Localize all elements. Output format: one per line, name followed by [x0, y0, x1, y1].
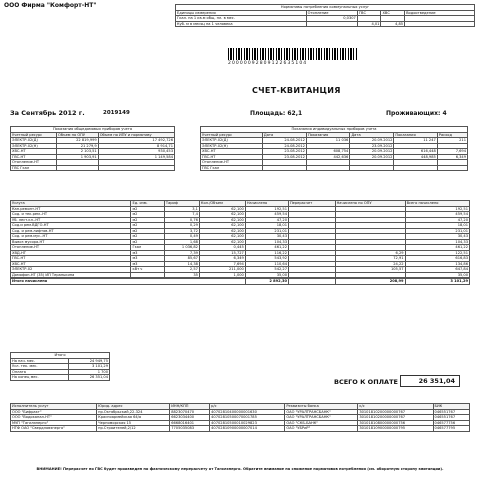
service-cell: 62,100 [199, 223, 245, 229]
individual-meters-cell: 442,636 [306, 154, 349, 160]
common-meters-cell: 2 103,51 [56, 149, 98, 155]
individual-meters-cell: 211 [437, 138, 467, 144]
norms-header-cell: ХВС [381, 10, 405, 16]
service-cell: 24,22 [335, 261, 405, 267]
individual-meters-cell: ЭЛЕКТР-02(Н) [201, 143, 263, 149]
provider-cell: НТФ ОАО "Свердловэнерго" [11, 426, 97, 432]
individual-meters-header-cell: Учетный ресурс [201, 132, 263, 138]
common-meters-title: Показания общедомовых приборов учета [11, 127, 175, 133]
summary-cell: Оплата [11, 369, 69, 375]
service-cell: Кап.ремонт-НТ [11, 206, 131, 212]
summary-cell: 1 700 [68, 369, 109, 375]
service-cell: 35 [164, 272, 199, 278]
service-cell: 0,49 [164, 234, 199, 240]
individual-meters-cell [306, 165, 349, 171]
provider-cell: 6623034400 [170, 415, 210, 421]
service-cell: Уб. лест.кл.-НТ [11, 217, 131, 223]
service-cell: 122,51 [405, 250, 469, 256]
services-header-cell: Начислено по ОПУ [335, 201, 405, 207]
service-cell: 116,22 [245, 250, 288, 256]
norms-title: Нормативы потребления коммунальных услуг [176, 5, 475, 11]
service-cell: 62,100 [199, 206, 245, 212]
service-cell: 1,68 [164, 239, 199, 245]
common-meters-header-cell: Объем по ИПУ и нормативу [98, 132, 174, 138]
service-cell: 1 036,82 [164, 245, 199, 251]
individual-meters-cell: ХВС-НТ [201, 149, 263, 155]
service-cell: 62,100 [199, 228, 245, 234]
company-name: ООО Фирма "Комфорт-НТ" [4, 2, 97, 9]
service-cell: 35,00 [405, 272, 469, 278]
service-cell: 459,54 [245, 212, 288, 218]
services-total-value: 208,99 [335, 279, 405, 285]
norms-cell: 4,01 [357, 21, 381, 27]
service-cell: 72,91 [335, 256, 405, 262]
provider-cell: 40702810900000007014 [210, 426, 285, 432]
service-cell: ХВС-НТ [11, 261, 131, 267]
common-meters-cell [56, 165, 98, 171]
total-to-pay-value: 26 351,04 [400, 375, 460, 387]
summary-cell: На конец мес. [11, 375, 69, 381]
common-meters-cell: 1 903,91 [56, 154, 98, 160]
service-cell: 18,01 [245, 223, 288, 229]
summary-cell: Усл. тек. мес. [11, 364, 69, 370]
service-cell: 192,51 [405, 206, 469, 212]
individual-meters-cell: ГВС-НТ [201, 154, 263, 160]
common-meters-cell: 1 149,584 [98, 154, 174, 160]
total-to-pay-label: ВСЕГО К ОПЛАТЕ [334, 378, 398, 386]
common-meters-cell [98, 165, 174, 171]
services-header-cell: Кол./Объем [199, 201, 245, 207]
individual-meters-cell: 20.09.2012 [350, 138, 394, 144]
service-cell: ЭЛЕКТР-02 [11, 267, 131, 273]
service-cell: м2 [131, 234, 164, 240]
footer-note: ВНИМАНИЕ! Перерасчет по ГВС будет произведен по фактическому перерасчету от Тагилэнерго. Обратите внимание на снижение нормативов потребления (см. оборотную сторону квитанции). [36, 467, 444, 471]
individual-meters-cell [437, 165, 467, 171]
services-total-value [288, 279, 335, 285]
provider-cell: 30101810200000000767 [358, 409, 433, 415]
common-meters-cell: ГВС-НТ [11, 154, 57, 160]
provider-cell: 8823070470 [170, 409, 210, 415]
service-cell: 30,43 [245, 234, 288, 240]
service-cell: м2 [131, 217, 164, 223]
account-number: 2019149 [103, 110, 130, 116]
provider-cell: пр.Строителей,2/12 [97, 426, 170, 432]
common-meters-cell: 22 819,999 [56, 138, 98, 144]
provider-cell: 046577795 [433, 426, 469, 432]
service-cell: 7,4 [164, 212, 199, 218]
service-cell: 7,39 [164, 250, 199, 256]
services-header-cell: Всего начислено [405, 201, 469, 207]
individual-meters-cell: 608,754 [306, 149, 349, 155]
services-total-value: 2 892,30 [245, 279, 288, 285]
provider-cell: ООО "Водоканал-НТ" [11, 415, 97, 421]
individual-meters-cell [394, 165, 437, 171]
common-meters-cell: 8 914,71 [98, 143, 174, 149]
service-cell: 6,349 [199, 256, 245, 262]
service-cell: 2,57 [164, 267, 199, 273]
individual-meters-header-cell: Дата [350, 132, 394, 138]
service-cell: Сод.и рем.ВДГО-НТ [11, 223, 131, 229]
service-cell: 0,29 [164, 223, 199, 229]
service-cell: 62,100 [199, 239, 245, 245]
summary-cell: 26 351,04 [68, 375, 109, 381]
provider-cell: 046551767 [433, 415, 469, 421]
provider-cell: 046577756 [433, 420, 469, 426]
individual-meters-cell: 11 247 [394, 138, 437, 144]
individual-meters-cell: 23.08.2012 [262, 154, 306, 160]
service-cell: 35,00 [245, 272, 288, 278]
service-cell: Сод. и тек.рем.-НТ [11, 212, 131, 218]
summary-table [10, 352, 110, 381]
service-cell: 3,72 [164, 228, 199, 234]
common-meters-cell: ГВС Гкал [11, 165, 57, 171]
services-table [10, 200, 470, 285]
provider-cell: 40702810500010029823 [210, 420, 285, 426]
service-cell: 105,57 [335, 267, 405, 273]
common-meters-cell: Отопление-НТ [11, 160, 57, 166]
individual-meters-cell: 448,985 [394, 154, 437, 160]
service-cell: 647,84 [405, 267, 469, 273]
service-cell: кВт ч [131, 267, 164, 273]
summary-row [11, 375, 110, 381]
individual-meters-header-cell: Дата [262, 132, 306, 138]
service-cell: 0,445 [199, 245, 245, 251]
provider-cell: 30101810800000000756 [358, 420, 433, 426]
service-cell: 15,727 [199, 250, 245, 256]
service-cell: 47,20 [405, 217, 469, 223]
common-meters-header-cell: Объем по ОПУ [56, 132, 98, 138]
norms-cell: Куб. м в месяц на 1 человека [176, 21, 307, 27]
individual-meters-cell: 23.09.2012 [350, 143, 394, 149]
barcode-number: 20000092809122635104 [228, 61, 308, 66]
norms-cell: 4,85 [381, 21, 405, 27]
provider-cell: 30101810900000000795 [358, 426, 433, 432]
service-cell: 1,000 [199, 272, 245, 278]
service-cell: 18,01 [405, 223, 469, 229]
individual-meters-cell [350, 165, 394, 171]
common-meters-cell: ХВС-НТ [11, 149, 57, 155]
individual-meters-header-cell: Расход [437, 132, 467, 138]
services-header-cell: Услуга [11, 201, 131, 207]
provider-cell: ОАО "СКБ-БАНК" [285, 420, 358, 426]
individual-meters-cell: 11 036 [306, 138, 349, 144]
provider-cell: 6668016401 [170, 420, 210, 426]
providers-header-cell: Юрид. адрес [97, 404, 170, 410]
service-cell: 461,22 [405, 245, 469, 251]
service-cell: 47,20 [245, 217, 288, 223]
norms-header-cell: ГВС [357, 10, 381, 16]
service-cell: Домофон-НТ (35) ИП Теранькина [11, 272, 131, 278]
service-cell: м2 [131, 212, 164, 218]
service-cell: Гкал [131, 245, 164, 251]
service-cell: 231,01 [405, 228, 469, 234]
document-title: СЧЕТ-КВИТАНЦИЯ [252, 86, 341, 95]
common-meters-cell: 17 492,726 [98, 138, 174, 144]
services-header-cell: Тариф [164, 201, 199, 207]
providers-table [10, 403, 470, 432]
norms-cell: 0,0307 [306, 16, 357, 22]
individual-meters-cell: 24.08.2012 [262, 143, 306, 149]
individual-meters-cell: ЭЛЕКТР-02(Д) [201, 138, 263, 144]
service-cell: 30,43 [405, 234, 469, 240]
services-total-label: Итого начислено [11, 279, 246, 285]
services-total-value: 3 101,29 [405, 279, 469, 285]
period: За Сентябрь 2012 г. [10, 109, 85, 117]
services-header-cell: Начислено [245, 201, 288, 207]
service-cell: ХВД-НТ [11, 250, 131, 256]
services-header-cell: Перерасчет [288, 201, 335, 207]
common-meters-cell: 930,453 [98, 149, 174, 155]
common-meters-cell: 21 279,9 [56, 143, 98, 149]
service-cell: м2 [131, 223, 164, 229]
norms-header-cell: Отопление [306, 10, 357, 16]
common-meters-row [11, 165, 175, 171]
individual-meters-table [200, 126, 468, 171]
services-header-cell: Ед. изм. [131, 201, 164, 207]
norms-header-cell: Единицы измерения [176, 10, 307, 16]
service-cell: м2 [131, 239, 164, 245]
service-cell: 110,64 [245, 261, 288, 267]
service-cell: м3 [131, 261, 164, 267]
provider-cell: ОАО "УРАЛТРАНСБАНК" [285, 409, 358, 415]
providers-header-cell: к/с [358, 404, 433, 410]
service-cell: Отопление-НТ [11, 245, 131, 251]
provider-cell: 30101810200000000767 [358, 415, 433, 421]
service-cell: 134,86 [405, 261, 469, 267]
individual-meters-row [201, 165, 468, 171]
area: Площадь: 62,1 [250, 110, 303, 117]
provider-cell: Красноармейская 64/а [97, 415, 170, 421]
provider-cell: ООО "Бифракт" [11, 409, 97, 415]
summary-cell: На нач. мес. [11, 358, 69, 364]
service-cell: м3 [131, 250, 164, 256]
service-cell: 211,000 [199, 267, 245, 273]
common-meters-cell: ЭЛЕКТР-02(Д) [11, 138, 57, 144]
service-cell: 14,38 [164, 261, 199, 267]
individual-meters-cell: Отопление-НТ [201, 160, 263, 166]
service-cell: 104,33 [245, 239, 288, 245]
service-cell: 461,22 [245, 245, 288, 251]
norms-cell [306, 21, 357, 27]
barcode [228, 48, 358, 60]
summary-cell: 3 101,29 [68, 364, 109, 370]
common-meters-table [10, 126, 175, 171]
common-meters-cell: ЭЛЕКТР-02(Н) [11, 143, 57, 149]
individual-meters-cell: 24.08.2012 [262, 138, 306, 144]
provider-row [11, 426, 470, 432]
service-cell: м2 [131, 228, 164, 234]
service-cell: Сод. и рем.мус.-НТ [11, 234, 131, 240]
providers-header-cell: р/с [210, 404, 285, 410]
individual-meters-cell: 20.09.2012 [350, 154, 394, 160]
residents: Проживающих: 4 [386, 110, 447, 117]
service-cell: м2 [131, 206, 164, 212]
service-cell: 231,01 [245, 228, 288, 234]
providers-header-cell: БИК [433, 404, 469, 410]
service-cell: Сод. и рем.лифтов-НТ [11, 228, 131, 234]
individual-meters-title: Показания индивидуальных приборов учета [201, 127, 468, 133]
norms-header-cell: Водоотведение [405, 10, 475, 16]
service-cell: Вывоз мусора-НТ [11, 239, 131, 245]
service-cell: 459,54 [405, 212, 469, 218]
provider-cell: 40702810400000001630 [210, 409, 285, 415]
service-cell: 0,76 [164, 217, 199, 223]
summary-title: Итого [11, 353, 110, 359]
individual-meters-cell: 23.08.2012 [262, 149, 306, 155]
provider-cell: 7705035083 [170, 426, 210, 432]
service-cell: 543,92 [245, 256, 288, 262]
service-cell: м3 [131, 256, 164, 262]
common-meters-header-cell: Учетный ресурс [11, 132, 57, 138]
service-cell: 62,100 [199, 234, 245, 240]
service-cell: 616,83 [405, 256, 469, 262]
norms-table [175, 4, 475, 27]
providers-header-cell: Исполнитель услуг [11, 404, 97, 410]
service-cell: 192,51 [245, 206, 288, 212]
service-cell: 104,33 [405, 239, 469, 245]
norms-row [176, 21, 475, 27]
provider-cell: пр.Октябрьский,22-324 [97, 409, 170, 415]
provider-cell: 40702810500070001785 [210, 415, 285, 421]
norms-cell [405, 21, 475, 27]
provider-cell: МУП "Тагилэнерго" [11, 420, 97, 426]
individual-meters-cell: 20.09.2012 [350, 149, 394, 155]
individual-meters-cell [262, 165, 306, 171]
provider-cell: ОАО "УБРиР" [285, 426, 358, 432]
summary-cell: 24 949,75 [68, 358, 109, 364]
service-cell: 7,694 [199, 261, 245, 267]
provider-cell: ОАО "УРАЛТРАНСБАНК" [285, 415, 358, 421]
individual-meters-header-cell: Показания [306, 132, 349, 138]
individual-meters-header-cell: Показания [394, 132, 437, 138]
provider-cell: 046551767 [433, 409, 469, 415]
service-cell: 542,27 [245, 267, 288, 273]
service-cell: 3,1 [164, 206, 199, 212]
service-cell: 85,67 [164, 256, 199, 262]
service-cell: 6,29 [335, 250, 405, 256]
service-cell: ГВС-НТ [11, 256, 131, 262]
providers-header-cell: Реквизиты банка [285, 404, 358, 410]
individual-meters-cell: 6,349 [437, 154, 467, 160]
individual-meters-cell: 616,448 [394, 149, 437, 155]
service-cell: 62,100 [199, 212, 245, 218]
provider-cell: Черноморская 15 [97, 420, 170, 426]
service-cell: 62,100 [199, 217, 245, 223]
individual-meters-cell: 7,694 [437, 149, 467, 155]
norms-cell: Гкал. на 1 кв.м общ. пл. в мес. [176, 16, 307, 22]
providers-header-cell: ИНН/КПП [170, 404, 210, 410]
individual-meters-cell: ГВС Гкал [201, 165, 263, 171]
services-total-row [11, 279, 470, 285]
